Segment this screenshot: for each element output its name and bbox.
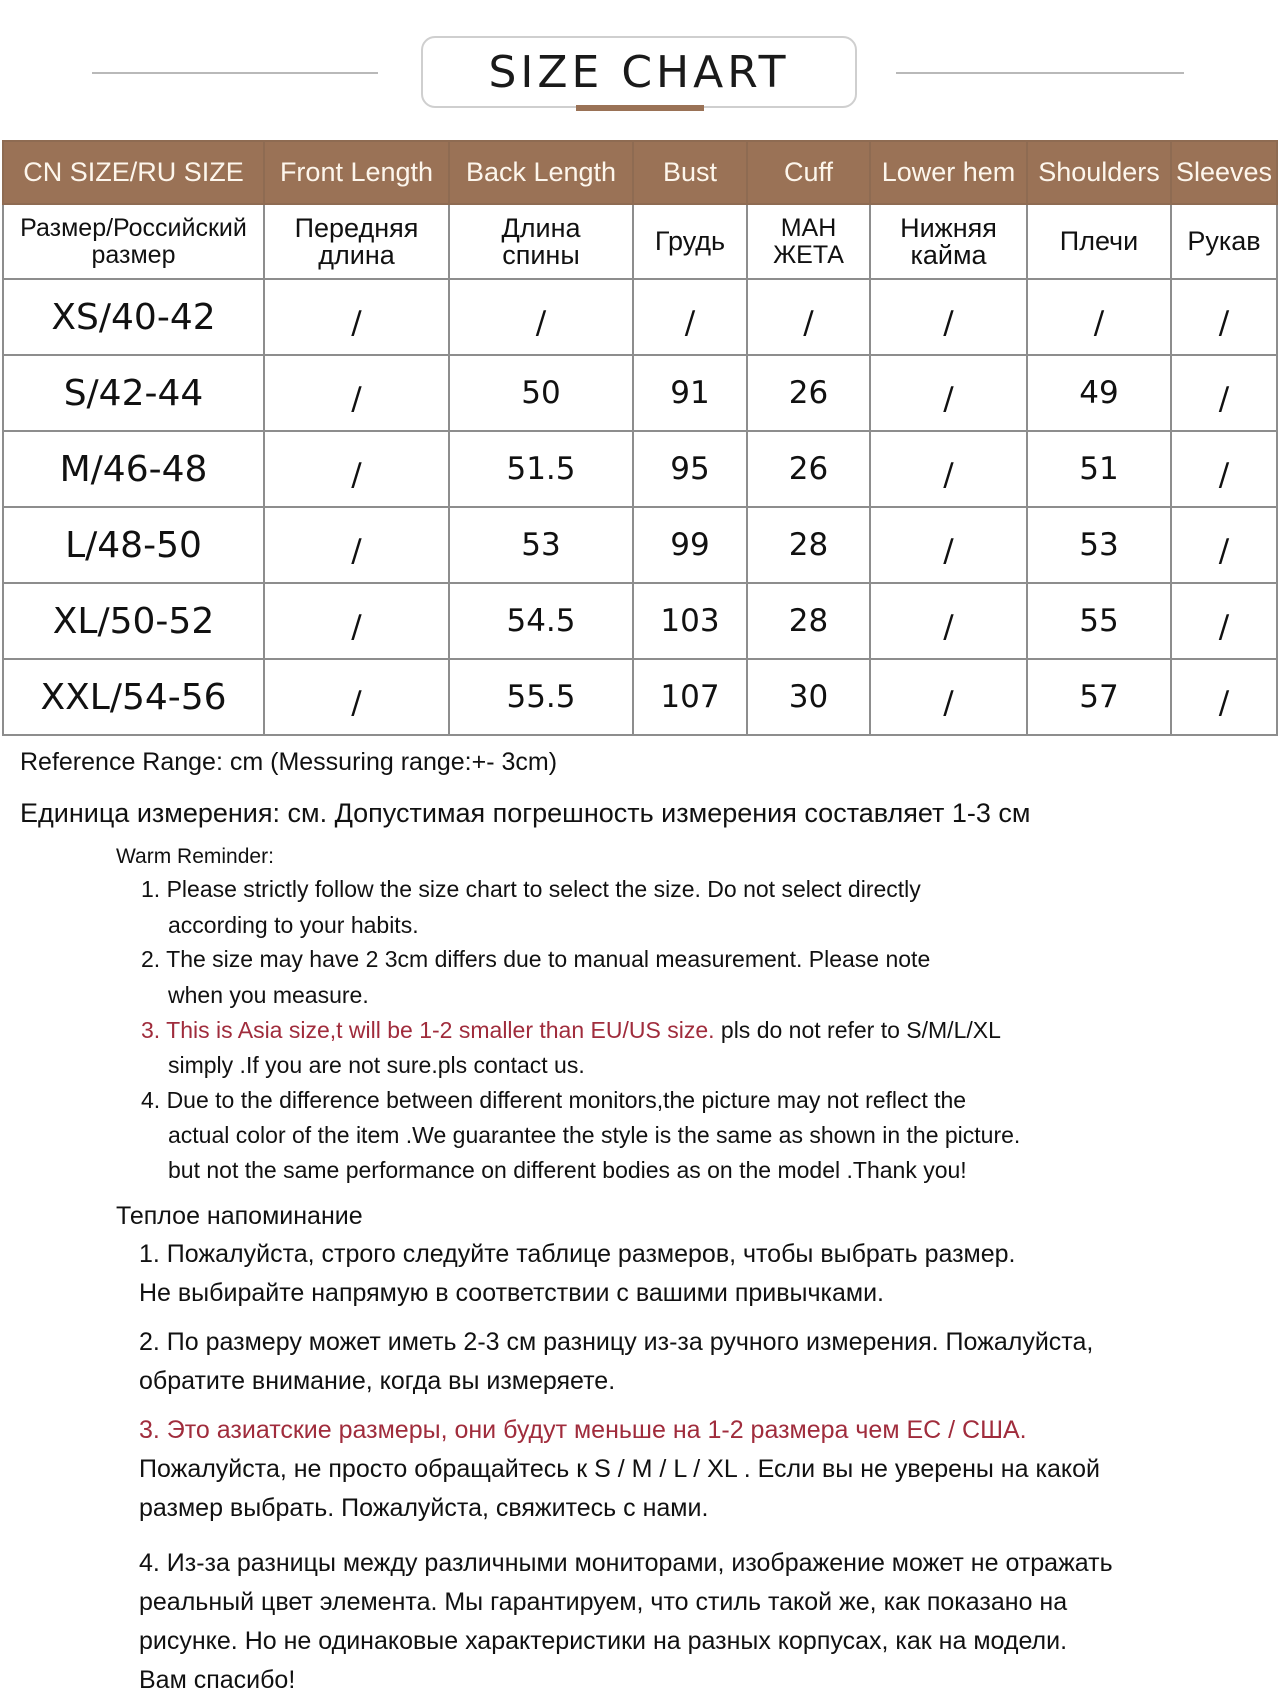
- cell-value: /: [1218, 533, 1230, 569]
- cell-value: 26: [788, 375, 829, 411]
- table-row: [3, 431, 1277, 507]
- warm-reminder-en-title: Warm Reminder:: [116, 845, 274, 868]
- header-ru-line: спины: [502, 239, 580, 270]
- cell-size: [3, 431, 264, 507]
- cell-value: /: [803, 305, 814, 341]
- title-banner: [0, 0, 1280, 120]
- cell-bust: [633, 431, 747, 507]
- col-header-ru-front-length: [264, 204, 449, 279]
- cell-value: 57: [1079, 679, 1119, 715]
- cell-value: S/42-44: [63, 372, 204, 414]
- cell-lower-hem: [870, 355, 1027, 431]
- cell-value: /: [943, 533, 954, 569]
- table-row: [3, 507, 1277, 583]
- warm-ru-item-1-line-2: Не выбирайте напрямую в соответствии с вашими привычками.: [139, 1279, 885, 1307]
- cell-back-length: [449, 583, 633, 659]
- cell-lower-hem: [870, 583, 1027, 659]
- cell-value: 51: [1079, 451, 1119, 487]
- col-header-cuff: Cuff: [747, 141, 870, 204]
- cell-value: /: [351, 685, 362, 721]
- cell-shoulders: [1027, 583, 1171, 659]
- col-header-ru-back-length: [449, 204, 633, 279]
- warm-en-item-3-line-2: simply .If you are not sure.pls contact us.: [168, 1052, 585, 1078]
- cell-value: /: [1218, 685, 1230, 721]
- col-header-ru-lower-hem: [870, 204, 1027, 279]
- cell-front-length: [264, 659, 449, 735]
- warm-ru-item-4-line-4: Вам спасибо!: [139, 1666, 296, 1694]
- cell-value: /: [351, 457, 362, 493]
- warm-en-item-4-line-2: actual color of the item .We guarantee the style is the same as shown in the picture.: [168, 1122, 1021, 1148]
- warm-en-item-3-line-1: [141, 1017, 1001, 1044]
- cell-value: /: [1218, 457, 1230, 493]
- cell-front-length: [264, 583, 449, 659]
- cell-value: /: [351, 533, 362, 569]
- warm-ru-item-3-line-2: размер выбрать. Пожалуйста, свяжитесь с нами.: [139, 1494, 709, 1522]
- cell-size: [3, 279, 264, 355]
- cell-value: /: [1218, 305, 1230, 341]
- header-ru-line: длина: [318, 239, 395, 270]
- cell-back-length: [449, 659, 633, 735]
- title-divider-right: [896, 72, 1184, 74]
- header-ru-line: Нижняя: [900, 212, 997, 243]
- cell-back-length: [449, 355, 633, 431]
- warm-ru-item-3-warning: 3. Это азиатские размеры, они будут меньше на 1-2 размера чем ЕС / США.: [139, 1416, 1027, 1444]
- cell-sleeves: [1171, 355, 1277, 431]
- cell-value: M/46-48: [59, 448, 208, 490]
- cell-value: XS/40-42: [51, 296, 216, 338]
- warm-en-item-3-rest: pls do not refer to S/M/L/XL: [714, 1017, 1001, 1043]
- warm-en-item-4-line-1: 4. Due to the difference between different monitors,the picture may not reflect the: [141, 1087, 967, 1113]
- cell-value: XL/50-52: [52, 600, 215, 642]
- cell-bust: [633, 355, 747, 431]
- cell-sleeves: [1171, 583, 1277, 659]
- warm-ru-item-3-line-1: Пожалуйста, не просто обращайтесь к S / M / L / XL . Если вы не уверены на какой: [139, 1455, 1100, 1483]
- col-header-bust: Bust: [633, 141, 747, 204]
- cell-value: /: [1218, 381, 1230, 417]
- cell-value: 53: [1079, 527, 1119, 563]
- header-row-ru: [3, 204, 1277, 279]
- col-header-ru-bust: [633, 204, 747, 279]
- cell-value: /: [1093, 305, 1105, 341]
- reference-range-ru: Единица измерения: см. Допустимая погрешность измерения составляет 1-3 см: [20, 798, 1031, 828]
- title-box: [421, 36, 857, 108]
- cell-bust: [633, 659, 747, 735]
- cell-value: 55: [1079, 603, 1119, 639]
- cell-front-length: [264, 355, 449, 431]
- cell-value: L/48-50: [65, 524, 202, 566]
- reference-range-en: Reference Range: cm (Messuring range:+- 3cm): [20, 748, 558, 776]
- col-header-ru-shoulders: [1027, 204, 1171, 279]
- warm-ru-item-4-line-3: рисунке. Но не одинаковые характеристики на разных корпусах, как на модели.: [139, 1627, 1068, 1655]
- header-ru-line: Размер/Российский: [20, 213, 247, 242]
- cell-lower-hem: [870, 279, 1027, 355]
- header-ru-line: Рукав: [1187, 226, 1261, 256]
- cell-size: [3, 583, 264, 659]
- cell-value: 26: [788, 451, 829, 487]
- cell-shoulders: [1027, 507, 1171, 583]
- col-header-sleeves: Sleeves: [1171, 141, 1277, 204]
- cell-value: /: [684, 305, 696, 341]
- col-header-shoulders: Shoulders: [1027, 141, 1171, 204]
- cell-value: 28: [788, 527, 829, 563]
- warm-ru-item-4-line-2: реальный цвет элемента. Мы гарантируем, что стиль такой же, как показано на: [139, 1588, 1068, 1616]
- col-header-ru-cuff: [747, 204, 870, 279]
- cell-sleeves: [1171, 659, 1277, 735]
- cell-size: [3, 507, 264, 583]
- table-row: [3, 583, 1277, 659]
- table-row: [3, 355, 1277, 431]
- cell-value: /: [535, 305, 547, 341]
- header-ru-line: ЖЕТА: [773, 240, 844, 269]
- cell-value: 99: [670, 527, 710, 563]
- cell-value: /: [943, 305, 954, 341]
- cell-cuff: [747, 279, 870, 355]
- cell-value: 50: [521, 375, 561, 411]
- cell-value: /: [351, 305, 362, 341]
- cell-value: 95: [670, 451, 710, 487]
- cell-bust: [633, 279, 747, 355]
- cell-lower-hem: [870, 431, 1027, 507]
- warm-en-item-1-line-2: according to your habits.: [168, 912, 419, 938]
- size-table-body: [3, 279, 1277, 735]
- warm-en-item-2-line-2: when you measure.: [168, 982, 369, 1008]
- col-header-size: CN SIZE/RU SIZE: [3, 141, 264, 204]
- header-ru-line: МАН: [780, 213, 837, 242]
- cell-value: 49: [1079, 375, 1119, 411]
- cell-lower-hem: [870, 507, 1027, 583]
- cell-sleeves: [1171, 279, 1277, 355]
- cell-value: 30: [788, 679, 829, 715]
- cell-shoulders: [1027, 431, 1171, 507]
- cell-bust: [633, 583, 747, 659]
- warm-en-item-2-line-1: 2. The size may have 2 3cm differs due to manual measurement. Please note: [141, 946, 931, 972]
- header-ru-line: кайма: [910, 239, 987, 270]
- warm-ru-item-4-line-1: 4. Из-за разницы между различными мониторами, изображение может не отражать: [139, 1549, 1113, 1577]
- cell-value: XXL/54-56: [40, 676, 227, 718]
- cell-front-length: [264, 431, 449, 507]
- warm-ru-item-1-line-1: 1. Пожалуйста, строго следуйте таблице размеров, чтобы выбрать размер.: [139, 1240, 1016, 1268]
- cell-shoulders: [1027, 279, 1171, 355]
- table-row: [3, 659, 1277, 735]
- cell-value: 103: [660, 603, 720, 639]
- cell-value: 91: [670, 375, 710, 411]
- cell-back-length: [449, 279, 633, 355]
- cell-back-length: [449, 431, 633, 507]
- cell-cuff: [747, 431, 870, 507]
- cell-cuff: [747, 355, 870, 431]
- title-accent-bar: [576, 105, 704, 111]
- header-ru-line: Грудь: [654, 226, 726, 256]
- cell-cuff: [747, 659, 870, 735]
- cell-value: /: [1218, 609, 1230, 645]
- cell-value: 55.5: [506, 679, 576, 715]
- title-divider-left: [92, 72, 378, 74]
- asia-size-warning: 3. This is Asia size,t will be 1-2 smaller than EU/US size.: [141, 1017, 715, 1043]
- size-table: [2, 140, 1278, 736]
- header-row-en: [3, 141, 1277, 204]
- cell-value: /: [351, 381, 362, 417]
- cell-front-length: [264, 279, 449, 355]
- col-header-ru-size: [3, 204, 264, 279]
- cell-value: 107: [660, 679, 720, 715]
- warm-reminder-ru-title: Теплое напоминание: [116, 1202, 363, 1230]
- cell-size: [3, 355, 264, 431]
- header-ru-line: Плечи: [1059, 226, 1139, 256]
- cell-value: 53: [521, 527, 561, 563]
- cell-value: /: [943, 381, 954, 417]
- table-row: [3, 279, 1277, 355]
- page-title: SIZE CHART: [488, 46, 790, 98]
- cell-bust: [633, 507, 747, 583]
- warm-en-item-1-line-1: 1. Please strictly follow the size chart to select the size. Do not select directly: [141, 876, 921, 902]
- cell-value: 54.5: [506, 603, 576, 639]
- col-header-ru-sleeves: [1171, 204, 1277, 279]
- cell-back-length: [449, 507, 633, 583]
- header-ru-line: размер: [91, 240, 176, 269]
- col-header-front-length: Front Length: [264, 141, 449, 204]
- col-header-back-length: Back Length: [449, 141, 633, 204]
- cell-cuff: [747, 507, 870, 583]
- cell-cuff: [747, 583, 870, 659]
- warm-ru-item-2-line-1: 2. По размеру может иметь 2-3 см разницу из-за ручного измерения. Пожалуйста,: [139, 1328, 1094, 1356]
- cell-sleeves: [1171, 507, 1277, 583]
- cell-value: 51.5: [506, 451, 576, 487]
- cell-shoulders: [1027, 355, 1171, 431]
- header-ru-line: Передняя: [294, 212, 419, 243]
- col-header-lower-hem: Lower hem: [870, 141, 1027, 204]
- warm-ru-item-2-line-2: обратите внимание, когда вы измеряете.: [139, 1367, 616, 1395]
- cell-shoulders: [1027, 659, 1171, 735]
- cell-value: /: [943, 609, 954, 645]
- cell-lower-hem: [870, 659, 1027, 735]
- header-ru-line: Длина: [501, 212, 581, 243]
- cell-value: /: [943, 457, 954, 493]
- cell-size: [3, 659, 264, 735]
- cell-front-length: [264, 507, 449, 583]
- cell-value: /: [351, 609, 362, 645]
- warm-en-item-4-line-3: but not the same performance on different bodies as on the model .Thank you!: [168, 1157, 967, 1183]
- cell-value: 28: [788, 603, 829, 639]
- cell-value: /: [943, 685, 954, 721]
- cell-sleeves: [1171, 431, 1277, 507]
